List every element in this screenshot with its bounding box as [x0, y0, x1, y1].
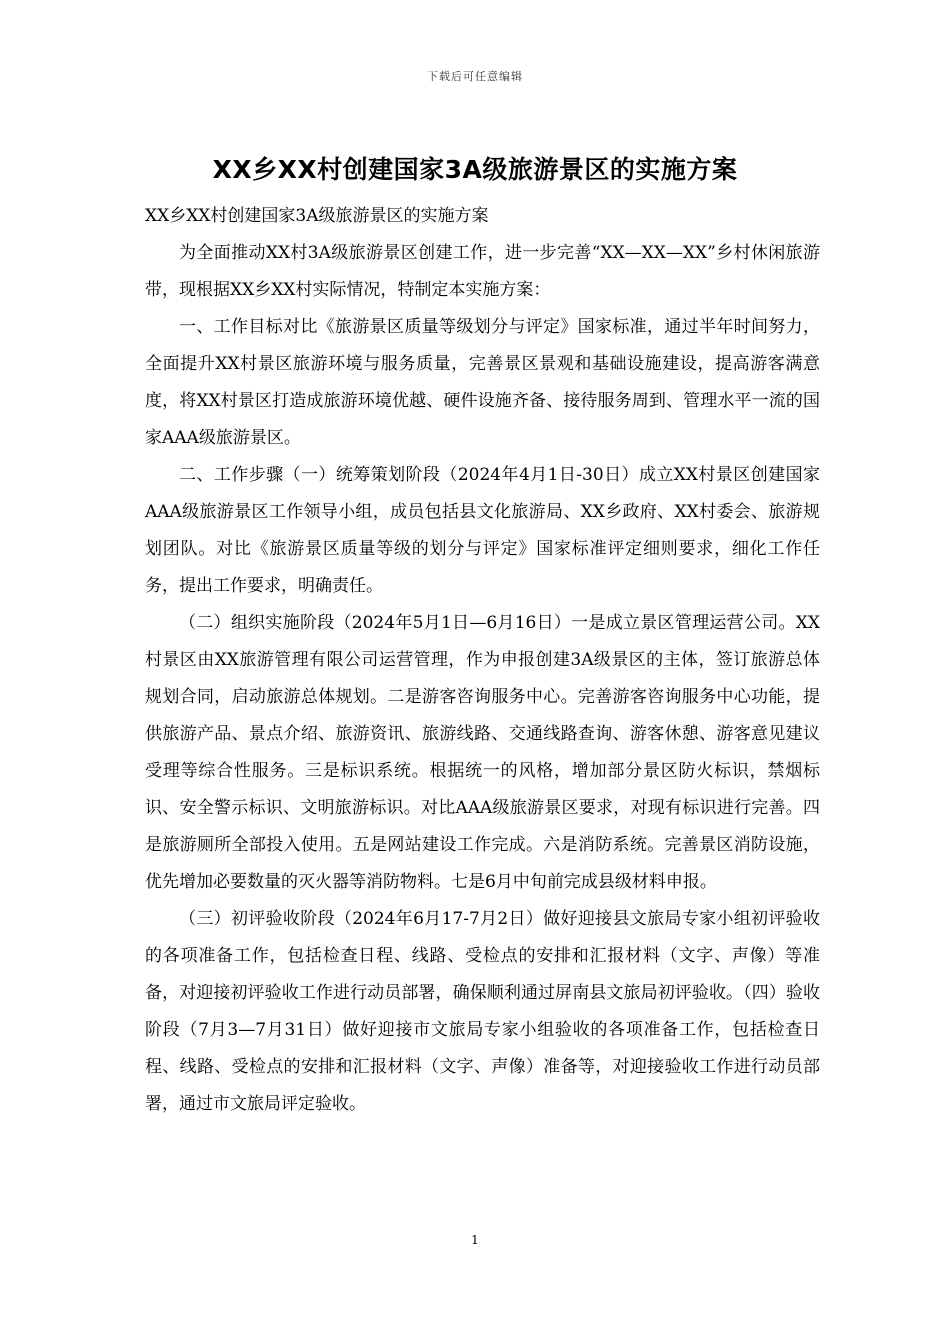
document-subtitle: XX乡XX村创建国家3A级旅游景区的实施方案: [145, 206, 489, 226]
paragraph-steps-implementation: （二）组织实施阶段（2024年5月1日—6月16日）一是成立景区管理运营公司。XX村景区由XX旅游管理有限公司运营管理，作为申报创建3A级景区的主体，签订旅游总体规划合同，启动旅游总体规划。二是游客咨询服务中心。完善游客咨询服务中心功能，提供旅游产品、景点介绍、旅游资讯、旅游线路、交通线路查询、游客休憩、游客意见建议受理等综合性服务。三是标识系统。根据统一的风格，增加部分景区防火标识，禁烟标识、安全警示标识、文明旅游标识。对比AAA级旅游景区要求，对现有标识进行完善。四是旅游厕所全部投入使用。五是网站建设工作完成。六是消防系统。完善景区消防设施，优先增加必要数量的灭火器等消防物料。七是6月中旬前完成县级材料申报。: [145, 613, 820, 892]
paragraph-goals: 一、工作目标对比《旅游景区质量等级划分与评定》国家标准，通过半年时间努力，全面提升XX村景区旅游环境与服务质量，完善景区景观和基础设施建设，提高游客满意度，将XX村景区打造成旅游环境优越、硬件设施齐备、接待服务周到、管理水平一流的国家AAA级旅游景区。: [145, 317, 820, 448]
page-number: 1: [471, 1233, 479, 1247]
paragraph-steps-planning: 二、工作步骤（一）统筹策划阶段（2024年4月1日-30日）成立XX村景区创建国家AAA级旅游景区工作领导小组，成员包括县文化旅游局、XX乡政府、XX村委会、旅游规划团队。对比《旅游景区质量等级的划分与评定》国家标准评定细则要求，细化工作任务，提出工作要求，明确责任。: [145, 465, 820, 596]
document-title: XX乡XX村创建国家3A级旅游景区的实施方案: [212, 155, 738, 184]
document-body: [145, 198, 820, 1123]
paragraph-steps-acceptance: （三）初评验收阶段（2024年6月17-7月2日）做好迎接县文旅局专家小组初评验收的各项准备工作，包括检查日程、线路、受检点的安排和汇报材料（文字、声像）等准备，对迎接初评验收工作进行动员部署，确保顺利通过屏南县文旅局初评验收。（四）验收阶段（7月3—7月31日）做好迎接市文旅局专家小组验收的各项准备工作，包括检查日程、线路、受检点的安排和汇报材料（文字、声像）准备等，对迎接验收工作进行动员部署，通过市文旅局评定验收。: [145, 909, 820, 1114]
header-note: 下载后可任意编辑: [427, 70, 523, 83]
paragraph-intro: 为全面推动XX村3A级旅游景区创建工作，进一步完善“XX—XX—XX”乡村休闲旅游带，现根据XX乡XX村实际情况，特制定本实施方案：: [145, 243, 820, 300]
